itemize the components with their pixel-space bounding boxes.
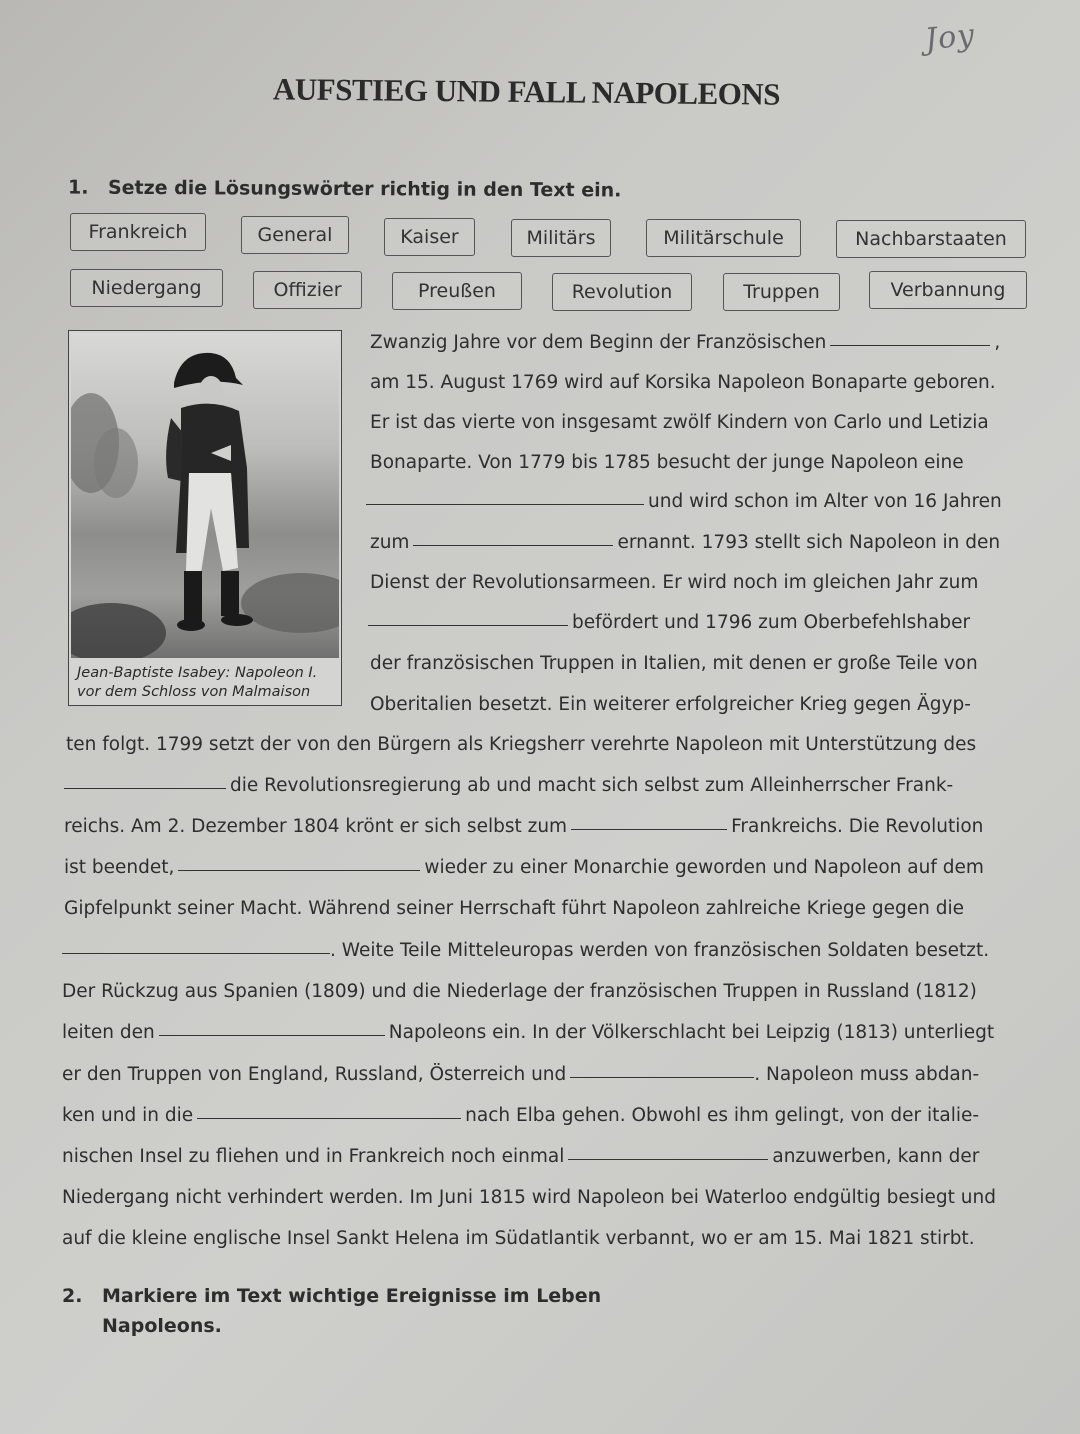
text-line [62,1064,979,1085]
text-segment: ten folgt. 1799 setzt der von den Bürgern als Kriegsherr verehrte Napoleon mit Unterstützung des [66,734,977,755]
blank-field[interactable] [413,544,613,546]
text-line [64,857,984,878]
blank-field[interactable] [62,952,330,954]
text-line [370,694,971,715]
blank-field[interactable] [366,503,644,505]
text-line [62,1146,979,1167]
text-line [62,981,977,1002]
text-line [66,734,976,755]
text-segment: der französischen Truppen in Italien, mit denen er große Teile von [370,653,978,674]
worksheet-title: AUFSTIEG UND FALL NAPOLEONS [272,71,781,112]
blank-field[interactable] [571,828,727,830]
text-segment: die Revolutionsregierung ab und macht sich selbst zum Alleinherrscher Frank- [230,775,954,796]
text-line [62,1228,975,1249]
text-line [368,612,970,633]
word-bank-item[interactable]: Frankreich [70,213,206,251]
text-segment: . Napoleon muss abdan- [754,1064,980,1085]
task-text: Napoleons. [102,1315,222,1337]
blank-field[interactable] [64,787,226,789]
word-bank-item[interactable]: Militärschule [646,219,801,257]
word-bank-item[interactable]: General [241,216,349,254]
word-bank-item[interactable]: Preußen [392,272,522,310]
text-segment: leiten den [62,1022,155,1043]
text-line [64,898,964,919]
text-segment: anzuwerben, kann der [772,1146,980,1167]
text-segment: wieder zu einer Monarchie geworden und Napoleon auf dem [424,857,984,878]
text-segment: reichs. Am 2. Dezember 1804 krönt er sich selbst zum [64,816,568,837]
text-segment: Napoleons ein. In der Völkerschlacht bei Leipzig (1813) unterliegt [388,1022,995,1043]
blank-field[interactable] [570,1076,754,1078]
text-line [370,332,1000,353]
text-line [370,452,964,473]
text-segment: auf die kleine englische Insel Sankt Helena im Südatlantik verbannt, wo er am 15. Mai 1821 stirbt. [62,1228,975,1249]
blank-field[interactable] [159,1034,385,1036]
text-segment: Der Rückzug aus Spanien (1809) und die Niederlage der französischen Truppen in Russland (1812) [62,981,977,1002]
blank-field[interactable] [368,624,568,626]
text-line [370,653,978,674]
text-segment: , [994,332,1001,353]
text-segment: Frankreichs. Die Revolution [731,816,984,837]
text-line [366,491,1002,512]
task-2-instruction [62,1281,601,1341]
blank-field[interactable] [830,344,990,346]
text-segment: Niedergang nicht verhindert werden. Im Juni 1815 wird Napoleon bei Waterloo endgültig besiegt und [62,1187,996,1208]
word-bank-item[interactable]: Nachbarstaaten [836,220,1026,258]
text-segment: ken und in die [62,1105,194,1126]
napoleon-portrait-figure [68,330,342,706]
text-segment: befördert und 1796 zum Oberbefehlshaber [572,612,971,633]
text-line [62,1105,979,1126]
task-text: Markiere im Text wichtige Ereignisse im Leben [102,1285,602,1307]
text-segment: er den Truppen von England, Russland, Österreich und [62,1064,567,1085]
text-segment: Er ist das vierte von insgesamt zwölf Kindern von Carlo und Letizia [370,412,989,433]
text-line [64,816,983,837]
blank-field[interactable] [568,1158,768,1160]
text-line [62,940,989,961]
portrait-caption [77,664,337,702]
text-line [370,572,978,593]
napoleon-figure-illustration [71,333,339,658]
text-segment: ist beendet, [64,857,175,878]
word-bank-item[interactable]: Revolution [552,273,692,311]
text-segment: Dienst der Revolutionsarmeen. Er wird noch im gleichen Jahr zum [370,572,979,593]
caption-line: Jean-Baptiste Isabey: Napoleon I. [77,665,318,681]
blank-field[interactable] [197,1117,461,1119]
text-segment: am 15. August 1769 wird auf Korsika Napoleon Bonaparte geboren. [370,372,996,393]
text-segment: Gipfelpunkt seiner Macht. Während seiner Herrschaft führt Napoleon zahlreiche Kriege gegen die [64,898,965,919]
text-line [370,412,989,433]
word-bank-item[interactable]: Niedergang [70,269,223,307]
task-text: Setze die Lösungswörter richtig in den Text ein. [107,176,622,202]
portrait-image [71,333,339,658]
text-line [64,775,953,796]
text-line [370,532,1000,553]
word-bank-item[interactable]: Kaiser [384,218,475,256]
caption-line: vor dem Schloss von Malmaison [77,684,311,700]
word-bank-item[interactable]: Militärs [511,219,611,257]
text-segment: und wird schon im Alter von 16 Jahren [648,491,1002,512]
text-segment: nischen Insel zu fliehen und in Frankreich noch einmal [62,1146,565,1167]
text-segment: Bonaparte. Von 1779 bis 1785 besucht der junge Napoleon eine [370,452,964,473]
text-segment: Zwanzig Jahre vor dem Beginn der Französischen [370,332,827,353]
task-1-instruction [68,177,621,202]
word-bank-item[interactable]: Offizier [253,271,362,309]
task-number: 1. [67,176,89,199]
text-line [62,1022,994,1043]
task-number: 2. [62,1285,83,1307]
word-bank-item[interactable]: Verbannung [869,271,1027,309]
text-segment: ernannt. 1793 stellt sich Napoleon in den [617,532,1001,553]
text-segment: nach Elba gehen. Obwohl es ihm gelingt, von der italie- [465,1105,980,1126]
text-segment: zum [370,532,410,553]
text-segment: Oberitalien besetzt. Ein weiterer erfolgreicher Krieg gegen Ägyp- [370,694,971,715]
handwritten-name: Joy [923,17,977,58]
text-segment: . Weite Teile Mitteleuropas werden von französischen Soldaten besetzt. [330,940,990,961]
blank-field[interactable] [178,869,420,871]
text-line [62,1187,996,1208]
text-line [370,372,996,393]
word-bank-item[interactable]: Truppen [723,273,840,311]
